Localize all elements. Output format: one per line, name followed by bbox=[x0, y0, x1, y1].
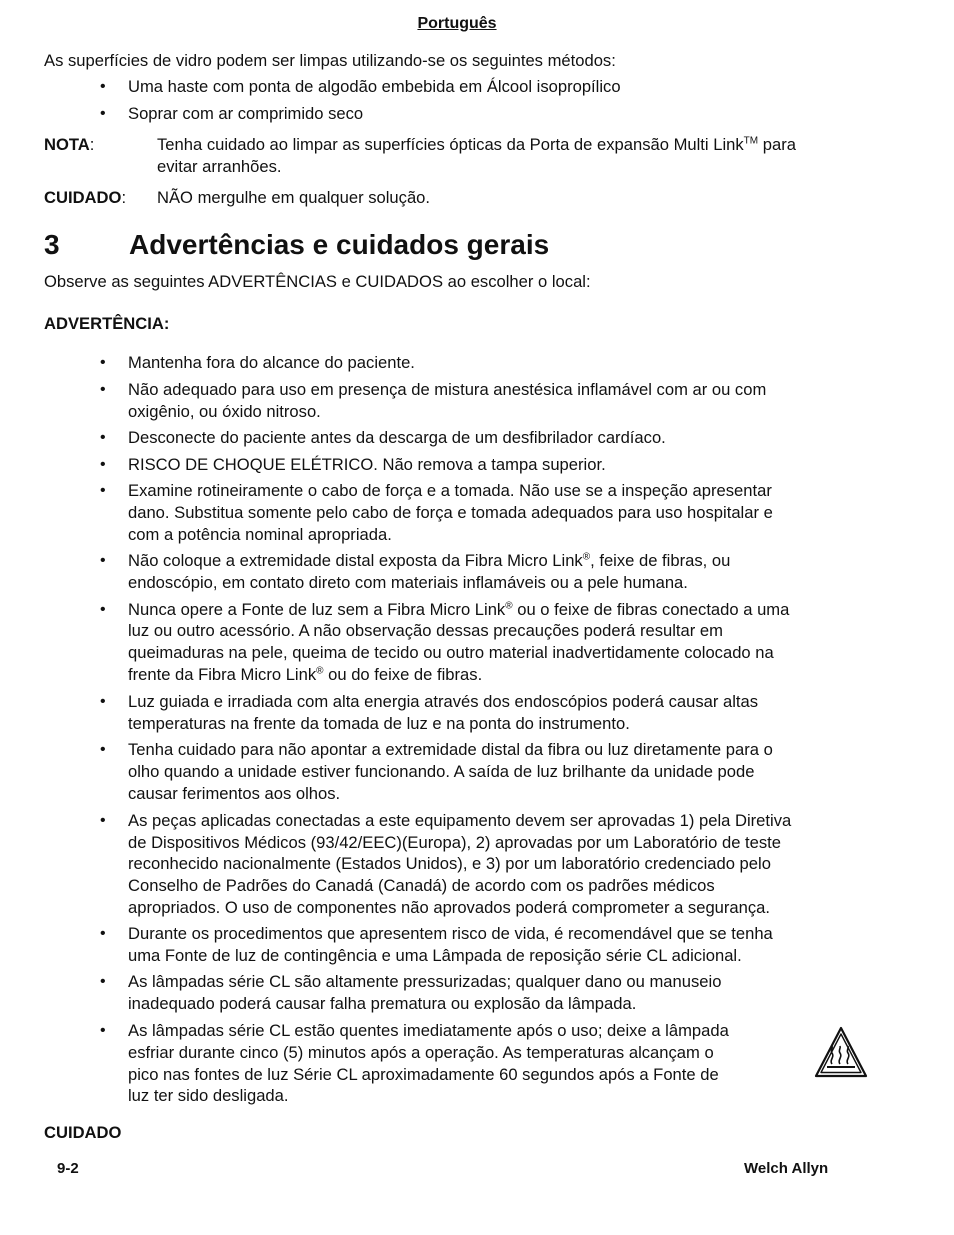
caution-label: CUIDADO: bbox=[44, 188, 127, 207]
page-number: 9-2 bbox=[57, 1160, 79, 1177]
bullet-marker: • bbox=[100, 741, 106, 758]
bullet-marker: • bbox=[100, 456, 106, 473]
warning-item-13-line-3: pico nas fontes de luz Série CL aproximadamente 60 segundos após a Fonte de bbox=[128, 1065, 719, 1084]
warning-item-5-line-2: dano. Substitua somente pelo cabo de força e tomada adequados para uso hospitalar e bbox=[128, 503, 773, 522]
bullet-marker: • bbox=[100, 78, 106, 95]
warning-item-5-line-1: Examine rotineiramente o cabo de força e a tomada. Não use se a inspeção apresentar bbox=[128, 481, 772, 500]
warning-item-7-line-4: frente da Fibra Micro Link® ou do feixe de fibras. bbox=[128, 665, 483, 684]
warning-item-12-line-2: inadequado poderá causar falha prematura ou explosão da lâmpada. bbox=[128, 994, 637, 1013]
caution-text: NÃO mergulhe em qualquer solução. bbox=[157, 188, 431, 207]
section-intro: Observe as seguintes ADVERTÊNCIAS e CUIDADOS ao escolher o local: bbox=[44, 272, 591, 291]
warning-label: ADVERTÊNCIA: bbox=[44, 314, 170, 333]
bullet-marker: • bbox=[100, 601, 106, 618]
warning-item-6-line-2: endoscópio, em contato direto com materiais inflamáveis ou a pele humana. bbox=[128, 573, 688, 592]
intro-text: As superfícies de vidro podem ser limpas utilizando-se os seguintes métodos: bbox=[44, 51, 616, 70]
warning-item-13-line-2: esfriar durante cinco (5) minutos após a operação. As temperaturas alcançam o bbox=[128, 1043, 714, 1062]
warning-item-3: Desconecte do paciente antes da descarga de um desfibrilador cardíaco. bbox=[128, 428, 666, 447]
warning-item-9-line-3: causar ferimentos aos olhos. bbox=[128, 784, 341, 803]
hot-surface-warning-icon bbox=[814, 1026, 868, 1080]
warning-item-5-line-3: com a potência nominal apropriada. bbox=[128, 525, 392, 544]
intro-bullet-1: Uma haste com ponta de algodão embebida em Álcool isopropílico bbox=[128, 77, 621, 96]
warning-item-10-line-4: Conselho de Padrões do Canadá (Canadá) de acordo com os padrões médicos bbox=[128, 876, 715, 895]
warning-item-9-line-2: olho quando a unidade estiver funcionando. A saída de luz brilhante da unidade pode bbox=[128, 762, 755, 781]
bullet-marker: • bbox=[100, 1022, 106, 1039]
bullet-marker: • bbox=[100, 429, 106, 446]
warning-item-11-line-1: Durante os procedimentos que apresentem risco de vida, é recomendável que se tenha bbox=[128, 924, 773, 943]
warning-item-10-line-2: de Dispositivos Médicos (93/42/EEC)(Europa), 2) aprovadas por um Laboratório de teste bbox=[128, 833, 782, 852]
warning-item-6-line-1: Não coloque a extremidade distal exposta da Fibra Micro Link®, feixe de fibras, ou bbox=[128, 551, 731, 570]
warning-item-7-line-3: queimaduras na pele, queima de tecido ou outro material inadvertidamente colocado na bbox=[128, 643, 774, 662]
bullet-marker: • bbox=[100, 973, 106, 990]
warning-item-9-line-1: Tenha cuidado para não apontar a extremidade distal da fibra ou luz diretamente para o bbox=[128, 740, 773, 759]
bullet-marker: • bbox=[100, 354, 106, 371]
warning-item-2-line-1: Não adequado para uso em presença de mistura anestésica inflamável com ar ou com bbox=[128, 380, 767, 399]
language-header: Português bbox=[417, 15, 497, 32]
warning-item-13-line-4: luz ter sido desligada. bbox=[128, 1086, 289, 1105]
warning-item-12-line-1: As lâmpadas série CL são altamente pressurizadas; qualquer dano ou manuseio bbox=[128, 972, 722, 991]
warning-item-8-line-2: temperaturas na frente da tomada de luz e na ponta do instrumento. bbox=[128, 714, 630, 733]
warning-item-8-line-1: Luz guiada e irradiada com alta energia através dos endoscópios poderá causar altas bbox=[128, 692, 759, 711]
intro-bullet-2: Soprar com ar comprimido seco bbox=[128, 104, 364, 123]
note-label: NOTA: bbox=[44, 135, 95, 154]
warning-item-4: RISCO DE CHOQUE ELÉTRICO. Não remova a tampa superior. bbox=[128, 455, 606, 474]
warning-item-1: Mantenha fora do alcance do paciente. bbox=[128, 353, 415, 372]
warning-item-10-line-3: reconhecido nacionalmente (Estados Unidos), e 3) por um laboratório credenciado pelo bbox=[128, 854, 771, 873]
note-line-2: evitar arranhões. bbox=[157, 157, 282, 176]
bullet-marker: • bbox=[100, 925, 106, 942]
bullet-marker: • bbox=[100, 381, 106, 398]
warning-item-11-line-2: uma Fonte de luz de contingência e uma Lâmpada de reposição série CL adicional. bbox=[128, 946, 742, 965]
footer-company: Welch Allyn bbox=[744, 1160, 829, 1177]
warning-item-7-line-2: luz ou outro acessório. A não observação dessas precauções poderá resultar em bbox=[128, 621, 723, 640]
caution-heading: CUIDADO bbox=[44, 1123, 122, 1142]
bullet-marker: • bbox=[100, 693, 106, 710]
bullet-marker: • bbox=[100, 482, 106, 499]
note-line-1: Tenha cuidado ao limpar as superfícies ópticas da Porta de expansão Multi Link™ para bbox=[157, 135, 796, 154]
warning-item-2-line-2: oxigênio, ou óxido nitroso. bbox=[128, 402, 321, 421]
section-number: 3 bbox=[44, 229, 60, 260]
section-title: Advertências e cuidados gerais bbox=[129, 229, 550, 260]
bullet-marker: • bbox=[100, 552, 106, 569]
warning-item-10-line-1: As peças aplicadas conectadas a este equipamento devem ser aprovadas 1) pela Diretiva bbox=[128, 811, 792, 830]
warning-item-13-line-1: As lâmpadas série CL estão quentes imediatamente após o uso; deixe a lâmpada bbox=[128, 1021, 729, 1040]
warning-item-7-line-1: Nunca opere a Fonte de luz sem a Fibra Micro Link® ou o feixe de fibras conectado a uma bbox=[128, 600, 790, 619]
warning-item-10-line-5: apropriados. O uso de componentes não aprovados poderá comprometer a segurança. bbox=[128, 898, 771, 917]
bullet-marker: • bbox=[100, 812, 106, 829]
bullet-marker: • bbox=[100, 105, 106, 122]
